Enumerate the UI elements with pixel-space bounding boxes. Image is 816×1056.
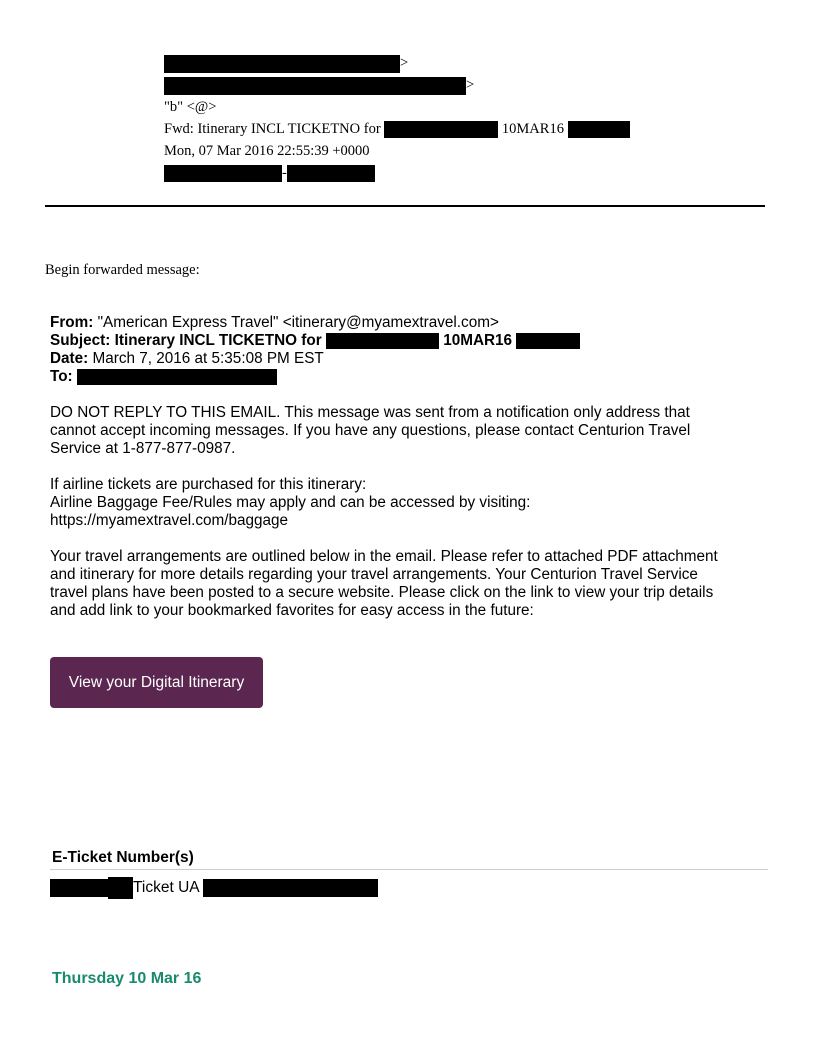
fwd-to-label: To: xyxy=(50,368,73,385)
date-value: Mon, 07 Mar 2016 22:55:39 +0000 xyxy=(164,143,370,159)
travel-paragraph xyxy=(50,548,770,620)
fwd-subject-line xyxy=(50,332,770,350)
airline-paragraph xyxy=(50,476,770,530)
airline-line: Airline Baggage Fee/Rules may apply and can be accessed by visiting: xyxy=(50,494,531,511)
fwd-from-value: "American Express Travel" <itinerary@myamextravel.com> xyxy=(97,314,499,331)
cc-value: "b" <@> xyxy=(164,99,217,115)
redaction xyxy=(50,879,108,897)
redaction xyxy=(203,879,378,897)
notice-line: DO NOT REPLY TO THIS EMAIL. This message was sent from a notification only address that xyxy=(50,404,690,421)
from-suffix: > xyxy=(400,55,409,71)
travel-line: Your travel arrangements are outlined below in the email. Please refer to attached PDF attachment xyxy=(50,548,718,565)
baggage-link[interactable]: https://myamextravel.com/baggage xyxy=(50,512,289,529)
redaction xyxy=(164,165,282,182)
redaction xyxy=(287,165,375,182)
redaction xyxy=(164,77,466,95)
attachments-separator: - xyxy=(282,165,287,181)
redaction xyxy=(326,333,439,349)
itinerary-date-heading: Thursday 10 Mar 16 xyxy=(52,970,202,987)
redaction xyxy=(384,121,498,138)
redaction xyxy=(108,877,133,899)
travel-line: travel plans have been posted to a secure website. Please click on the link to view your trip details xyxy=(50,584,714,601)
redaction xyxy=(568,121,630,138)
fwd-subject-prefix: Itinerary INCL TICKETNO for xyxy=(114,332,322,349)
forwarded-message xyxy=(50,314,770,620)
fwd-from-line xyxy=(50,314,770,332)
subject-prefix: Fwd: Itinerary INCL TICKETNO for xyxy=(164,121,381,137)
fwd-date-value: March 7, 2016 at 5:35:08 PM EST xyxy=(92,350,324,367)
fwd-to-line xyxy=(50,368,770,386)
notice-paragraph xyxy=(50,404,770,458)
to-value xyxy=(164,74,474,96)
attachments-value[interactable] xyxy=(164,162,375,184)
view-digital-itinerary-button[interactable]: View your Digital Itinerary xyxy=(50,657,263,708)
airline-line: If airline tickets are purchased for this itinerary: xyxy=(50,476,367,493)
fwd-date-label: Date: xyxy=(50,350,89,367)
from-value xyxy=(164,52,408,74)
subject-value xyxy=(164,118,630,140)
notice-line: cannot accept incoming messages. If you have any questions, please contact Centurion Travel xyxy=(50,422,691,439)
fwd-from-label: From: xyxy=(50,314,94,331)
fwd-subject-date: 10MAR16 xyxy=(443,332,513,349)
notice-line: Service at 1-877-877-0987. xyxy=(50,440,236,457)
redaction xyxy=(516,333,580,349)
eticket-title: E-Ticket Number(s) xyxy=(52,849,194,866)
travel-line: and add link to your bookmarked favorites for easy access in the future: xyxy=(50,602,534,619)
fwd-subject-label: Subject: xyxy=(50,332,111,349)
header-divider xyxy=(45,205,765,207)
travel-line: and itinerary for more details regarding your travel arrangements. Your Centurion Travel Service xyxy=(50,566,698,583)
subject-date: 10MAR16 xyxy=(501,121,564,137)
redaction xyxy=(77,369,277,385)
redaction xyxy=(164,55,400,73)
to-suffix: > xyxy=(466,77,475,93)
begin-forwarded-text: Begin forwarded message: xyxy=(45,262,200,278)
eticket-divider xyxy=(50,869,768,870)
eticket-text: Ticket UA xyxy=(133,879,199,897)
fwd-date-line xyxy=(50,350,770,368)
eticket-row xyxy=(50,877,378,899)
